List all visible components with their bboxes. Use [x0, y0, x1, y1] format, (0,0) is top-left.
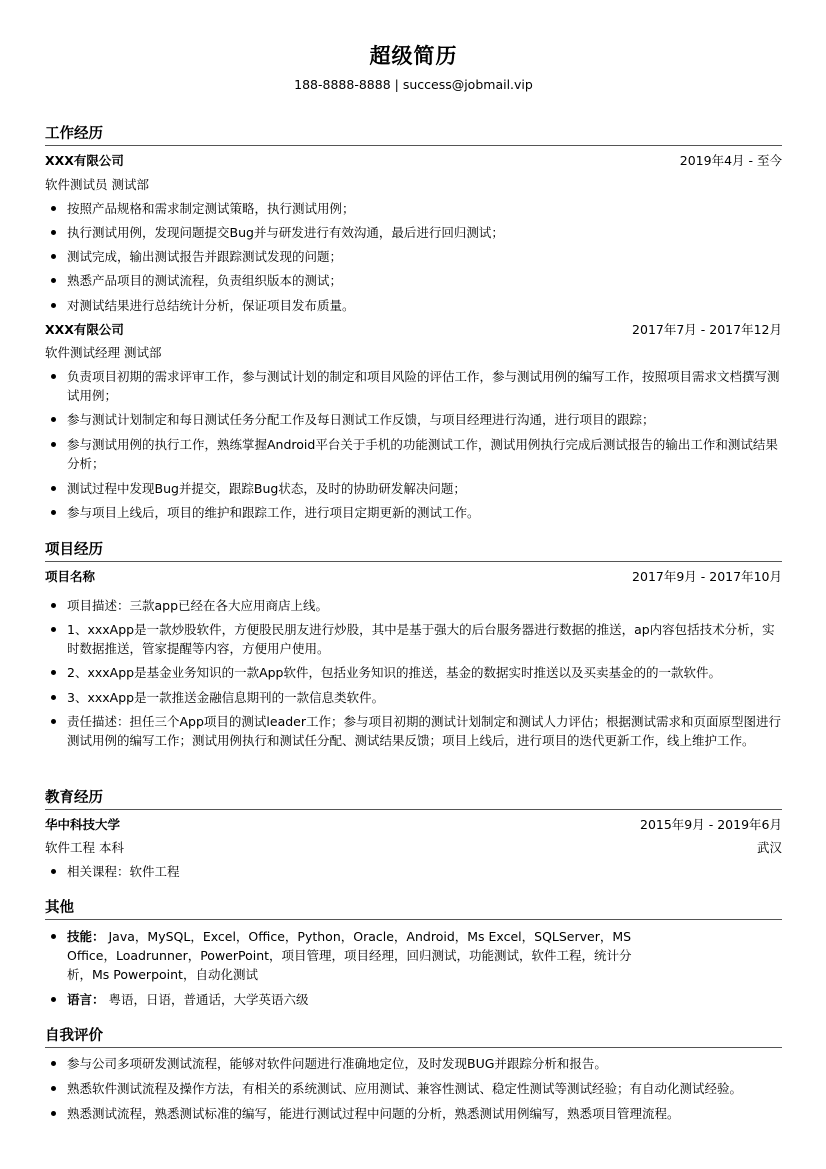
skills-label: 技能： — [67, 929, 105, 944]
resume-name: 超级简历 — [369, 44, 458, 68]
section-title-education: 教育经历 — [45, 788, 782, 810]
languages-text: 粤语，日语，普通话，大学英语六级 — [108, 992, 309, 1007]
job-role-text: 软件测试员 测试部 — [45, 177, 149, 192]
school-name: 华中科技大学 — [45, 817, 121, 832]
job-role-text: 软件测试经理 测试部 — [45, 345, 162, 360]
section-title-self: 自我评价 — [45, 1026, 782, 1048]
project-name: 项目名称 — [45, 569, 96, 584]
education-major: 软件工程 本科 — [45, 840, 124, 855]
project-bullet: 1、xxxApp是一款炒股软件，方便股民朋友进行炒股，其中是基于强大的后台服务器进行数据的推送，ap内容包括技术分析，实时数据推送，管家提醒等内容，方便用户使用。 — [67, 620, 782, 658]
project-bullet: 3、xxxApp是一款推送金融信息期刊的一款信息类软件。 — [67, 688, 782, 707]
self-bullet: 熟悉测试流程，熟悉测试标准的编写，能进行测试过程中问题的分析，熟悉测试用例编写，熟悉项目管理流程。 — [67, 1104, 782, 1123]
languages-label: 语言： — [67, 992, 105, 1007]
job-header — [45, 152, 782, 170]
job-date: 2017年7月 - 2017年12月 — [632, 322, 782, 337]
job-bullet: 参与测试用例的执行工作，熟练掌握Android平台关于手机的功能测试工作，测试用例执行完成后测试报告的输出工作和测试结果分析； — [67, 435, 782, 473]
education-location: 武汉 — [756, 840, 782, 855]
job-role — [45, 176, 782, 194]
project-bullet: 2、xxxApp是基金业务知识的一款App软件，包括业务知识的推送，基金的数据实时推送以及买卖基金的的一款软件。 — [67, 663, 782, 682]
section-title-work: 工作经历 — [45, 124, 782, 146]
job-bullet: 执行测试用例，发现问题提交Bug并与研发进行有效沟通，最后进行回归测试； — [67, 223, 782, 242]
company-name: XXX有限公司 — [45, 153, 124, 168]
job-bullet: 参与项目上线后，项目的维护和跟踪工作，进行项目定期更新的测试工作。 — [67, 503, 782, 522]
job-bullet: 熟悉产品项目的测试流程，负责组织版本的测试； — [67, 271, 782, 290]
job-header — [45, 321, 782, 339]
job-bullet: 参与测试计划制定和每日测试任务分配工作及每日测试工作反馈，与项目经理进行沟通，进行项目的跟踪； — [67, 410, 782, 429]
job-bullet: 测试完成，输出测试报告并跟踪测试发现的问题； — [67, 247, 782, 266]
job-bullet: 对测试结果进行总结统计分析，保证项目发布质量。 — [67, 296, 782, 315]
job-date: 2019年4月 - 至今 — [679, 153, 782, 168]
education-header — [45, 816, 782, 834]
company-name: XXX有限公司 — [45, 322, 124, 337]
education-date: 2015年9月 - 2019年6月 — [640, 817, 782, 832]
project-header — [45, 568, 782, 586]
self-bullet: 熟悉软件测试流程及操作方法，有相关的系统测试、应用测试、兼容性测试、稳定性测试等测试经验；有自动化测试经验。 — [67, 1079, 782, 1098]
skills-text: Java，MySQL，Excel，Office，Python，Oracle，Android，Ms Excel，SQLServer，MS Office，Loadrunner，PowerPoint，项目管理，项目经理，回归测试，功能测试，软件工程，统计分析，Ms Powerpoint，自动化测试 — [67, 929, 632, 982]
education-detail — [45, 839, 782, 857]
contact-info: 188-8888-8888 | success@jobmail.vip — [294, 77, 533, 92]
job-bullet: 负责项目初期的需求评审工作，参与测试计划的制定和项目风险的评估工作，参与测试用例的编写工作，按照项目需求文档撰写测试用例； — [67, 367, 782, 405]
section-title-other: 其他 — [45, 898, 782, 920]
project-bullet: 责任描述：担任三个App项目的测试leader工作；参与项目初期的测试计划制定和测试人力评估；根据测试需求和页面原型图进行测试用例的编写工作；测试用例执行和测试任分配、测试结果反馈；项目上线后，进行项目的迭代更新工作，线上维护工作。 — [67, 714, 782, 748]
job-role — [45, 344, 782, 362]
job-bullet: 按照产品规格和需求制定测试策略，执行测试用例； — [67, 199, 782, 218]
education-bullet: 相关课程：软件工程 — [67, 862, 782, 881]
project-date: 2017年9月 - 2017年10月 — [632, 569, 782, 584]
job-bullet: 测试过程中发现Bug并提交，跟踪Bug状态，及时的协助研发解决问题； — [67, 479, 782, 498]
self-bullet: 参与公司多项研发测试流程，能够对软件问题进行准确地定位，及时发现BUG并跟踪分析和报告。 — [67, 1054, 782, 1073]
project-bullet: 项目描述：三款app已经在各大应用商店上线。 — [67, 596, 782, 615]
languages-bullet — [67, 990, 782, 1009]
skills-bullet — [67, 927, 632, 984]
section-title-projects: 项目经历 — [45, 540, 782, 562]
